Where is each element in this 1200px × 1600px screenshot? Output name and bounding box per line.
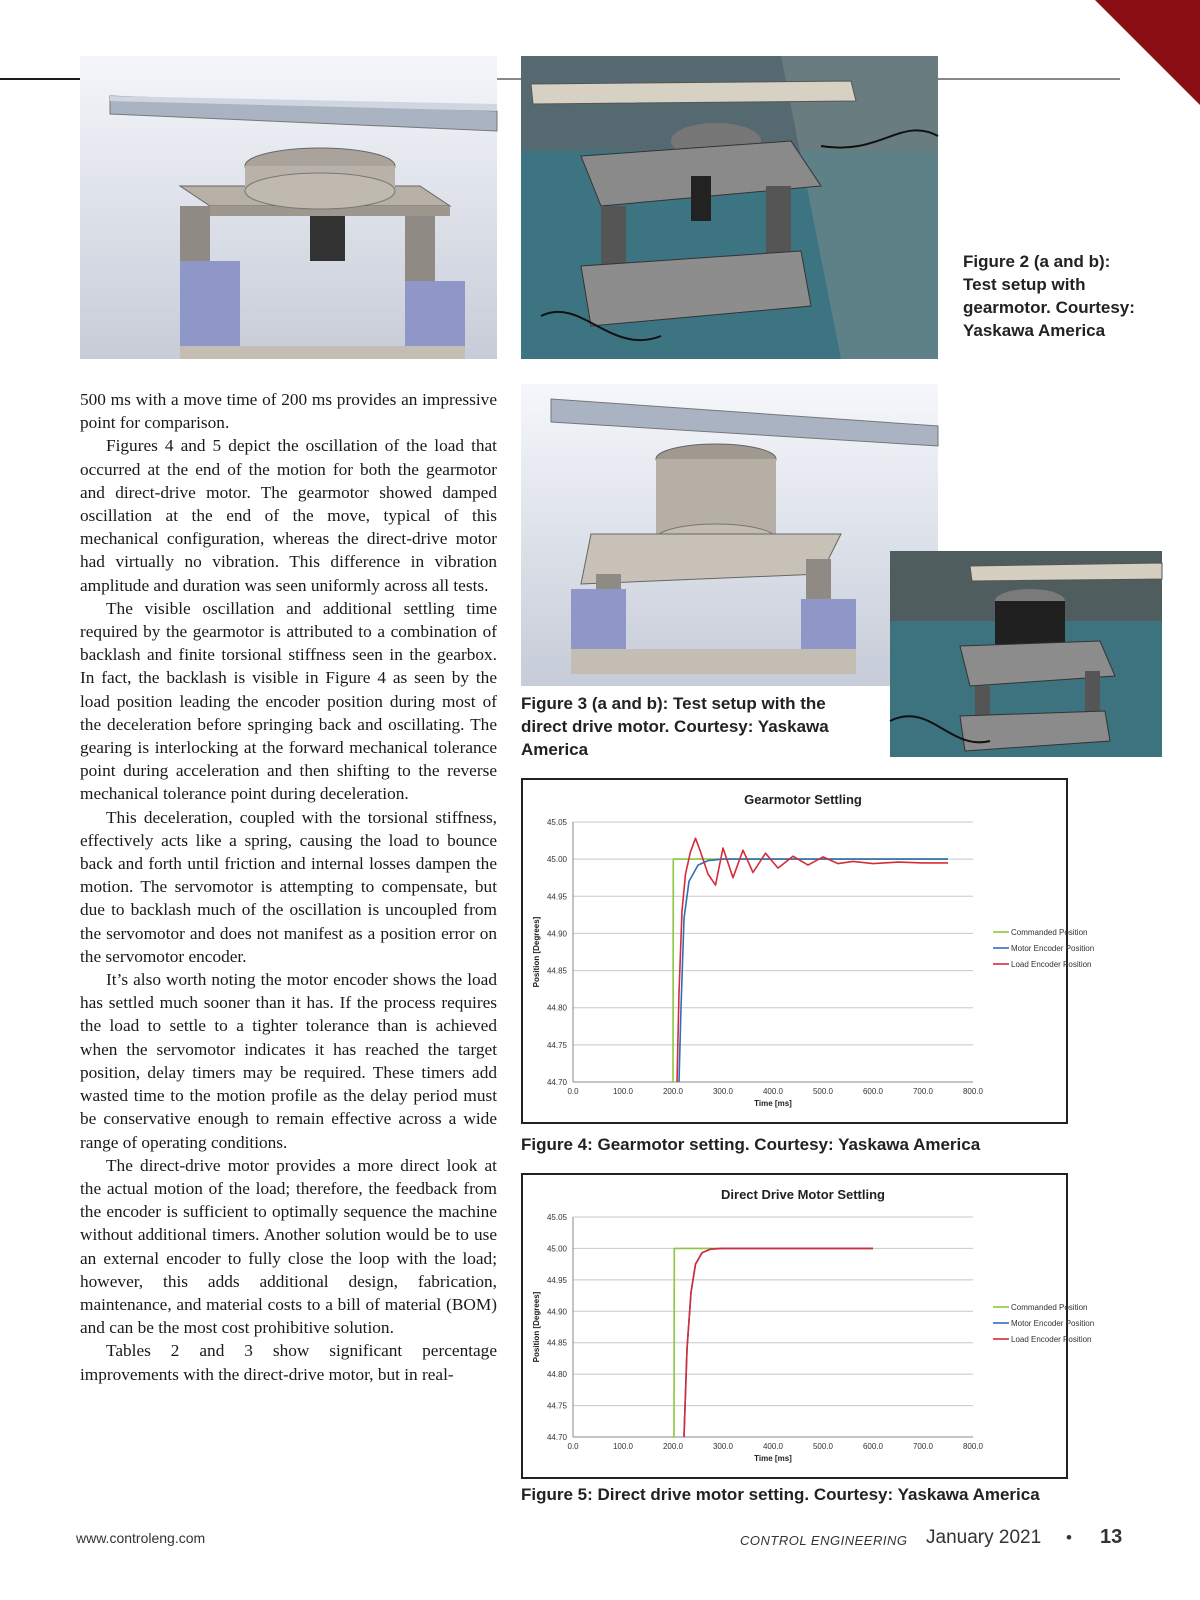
x-tick-label: 0.0 [567, 1442, 579, 1451]
x-tick-label: 0.0 [567, 1087, 579, 1096]
corner-accent [1095, 0, 1200, 105]
y-axis-label: Position [Degrees] [532, 916, 541, 988]
article-paragraph: The visible oscillation and additional settling time required by the gearmotor is attributed to a combination of backlash and finite torsional stiffness seen in the gearbox. In fact, the backlash is visible in Figure 4 as seen by the load position leading the encoder position during most of the deceleration before springing back and oscillating. The gearing is interlocking at the forward mechanical tolerance point during acceleration and then shifting to the reverse mechanical tolerance point during deceleration. [80, 598, 497, 804]
x-axis-label: Time [ms] [754, 1454, 792, 1463]
x-tick-label: 700.0 [912, 1442, 934, 1451]
y-axis-label: Position [Degrees] [532, 1291, 541, 1363]
gearmotor-settling-chart [523, 780, 1095, 1122]
chart-title: Direct Drive Motor Settling [721, 1187, 885, 1202]
article-paragraph: 500 ms with a move time of 200 ms provides an impressive point for comparison. [80, 390, 497, 433]
legend-label: Commanded Position [1011, 928, 1088, 937]
x-tick-label: 400.0 [762, 1087, 784, 1096]
x-tick-label: 400.0 [762, 1442, 784, 1451]
footer-bullet: • [1066, 1528, 1072, 1547]
figure-2a-cad-gearmotor [80, 56, 497, 359]
x-tick-label: 200.0 [662, 1442, 684, 1451]
footer-publication: CONTROL ENGINEERING [740, 1533, 908, 1548]
chart-title: Gearmotor Settling [744, 792, 862, 807]
y-tick-label: 44.80 [546, 1370, 567, 1380]
x-tick-label: 600.0 [862, 1442, 884, 1451]
x-tick-label: 100.0 [612, 1442, 634, 1451]
x-tick-label: 100.0 [612, 1087, 634, 1096]
figure-5-chart-frame [521, 1173, 1095, 1479]
figure-4-chart-frame [521, 778, 1095, 1124]
y-tick-label: 44.90 [546, 1307, 567, 1317]
y-tick-label: 45.00 [546, 855, 567, 865]
y-tick-label: 44.85 [546, 1338, 567, 1348]
article-paragraph: This deceleration, coupled with the torsional stiffness, effectively acts like a spring, causing the load to bounce back and forth until friction and internal losses dampen the motion. The servomotor is attempting to compensate, but due to backlash much of the oscillation is uncoupled from the servomotor and does not manifest as a position error on the servomotor encoder. [80, 807, 497, 966]
article-body [80, 388, 497, 1386]
x-tick-label: 700.0 [912, 1087, 934, 1096]
x-tick-label: 500.0 [812, 1087, 834, 1096]
y-tick-label: 44.90 [546, 929, 567, 939]
legend-label: Commanded Position [1011, 1303, 1088, 1312]
figure-2b-photo-gearmotor [521, 56, 938, 359]
y-tick-label: 45.05 [546, 818, 567, 827]
x-tick-label: 300.0 [712, 1087, 734, 1096]
page-number: 13 [1100, 1526, 1123, 1548]
article-paragraph: Figures 4 and 5 depict the oscillation of the load that occurred at the end of the motion for both the gearmotor and direct-drive motor. The gearmotor showed damped oscillation at the end of the move, typical of this mechanical configuration, whereas the direct-drive motor had virtually no vibration. This difference in vibration amplitude and duration was seen uniformly across all tests. [80, 436, 497, 595]
x-axis-label: Time [ms] [754, 1099, 792, 1108]
figure-5-caption: Figure 5: Direct drive motor setting. Courtesy: Yaskawa America [521, 1485, 1040, 1504]
footer-date: January 2021 [926, 1527, 1042, 1548]
x-tick-label: 300.0 [712, 1442, 734, 1451]
legend-label: Load Encoder Position [1011, 1335, 1092, 1344]
y-tick-label: 44.75 [546, 1401, 567, 1411]
article-paragraph: It’s also worth noting the motor encoder shows the load has settled much sooner than it has. If the process requires the load to settle to a tighter tolerance than is achieved when the servomotor indicates it has reached the target position, delay timers may be required. These timers add wasted time to the motion profile as the delay period must be conservative enough to remain effective across a wide range of operating conditions. [80, 970, 497, 1152]
y-tick-label: 45.00 [546, 1244, 567, 1254]
y-tick-label: 44.95 [546, 892, 567, 902]
legend-label: Load Encoder Position [1011, 960, 1092, 969]
footer-website[interactable]: www.controleng.com [76, 1530, 206, 1546]
x-tick-label: 800.0 [962, 1087, 984, 1096]
figure-3b-photo-direct-drive [890, 551, 1162, 757]
x-tick-label: 800.0 [962, 1442, 984, 1451]
y-tick-label: 45.05 [546, 1213, 567, 1222]
y-tick-label: 44.80 [546, 1003, 567, 1013]
y-tick-label: 44.70 [546, 1078, 567, 1087]
legend-label: Motor Encoder Position [1011, 1319, 1095, 1328]
article-paragraph: The direct-drive motor provides a more direct look at the actual motion of the load; therefore, the feedback from the encoder is sufficient to optimally sequence the machine without additional timers. Another solution would be to use an external encoder to fully close the loop with the load; however, this adds additional design, fabrication, maintenance, and material costs to a bill of material (BOM) and can be the most cost prohibitive solution. [80, 1155, 497, 1338]
header-rule-left [0, 78, 80, 80]
series-line-load-encoder-position [677, 838, 948, 1082]
article-paragraph: Tables 2 and 3 show significant percentage improvements with the direct-drive motor, but in real- [80, 1341, 497, 1384]
x-tick-label: 200.0 [662, 1087, 684, 1096]
y-tick-label: 44.70 [546, 1433, 567, 1442]
figure-4-caption: Figure 4: Gearmotor setting. Courtesy: Yaskawa America [521, 1135, 981, 1154]
figure-2-caption: Figure 2 (a and b): Test setup with gearmotor. Courtesy: Yaskawa America [963, 252, 1135, 340]
x-tick-label: 500.0 [812, 1442, 834, 1451]
legend-label: Motor Encoder Position [1011, 944, 1095, 953]
y-tick-label: 44.85 [546, 966, 567, 976]
figure-3a-cad-direct-drive [521, 384, 938, 686]
y-tick-label: 44.75 [546, 1040, 567, 1050]
figure-3-caption: Figure 3 (a and b): Test setup with the direct drive motor. Courtesy: Yaskawa America [521, 694, 829, 759]
y-tick-label: 44.95 [546, 1275, 567, 1285]
direct-drive-settling-chart [523, 1175, 1095, 1477]
x-tick-label: 600.0 [862, 1087, 884, 1096]
